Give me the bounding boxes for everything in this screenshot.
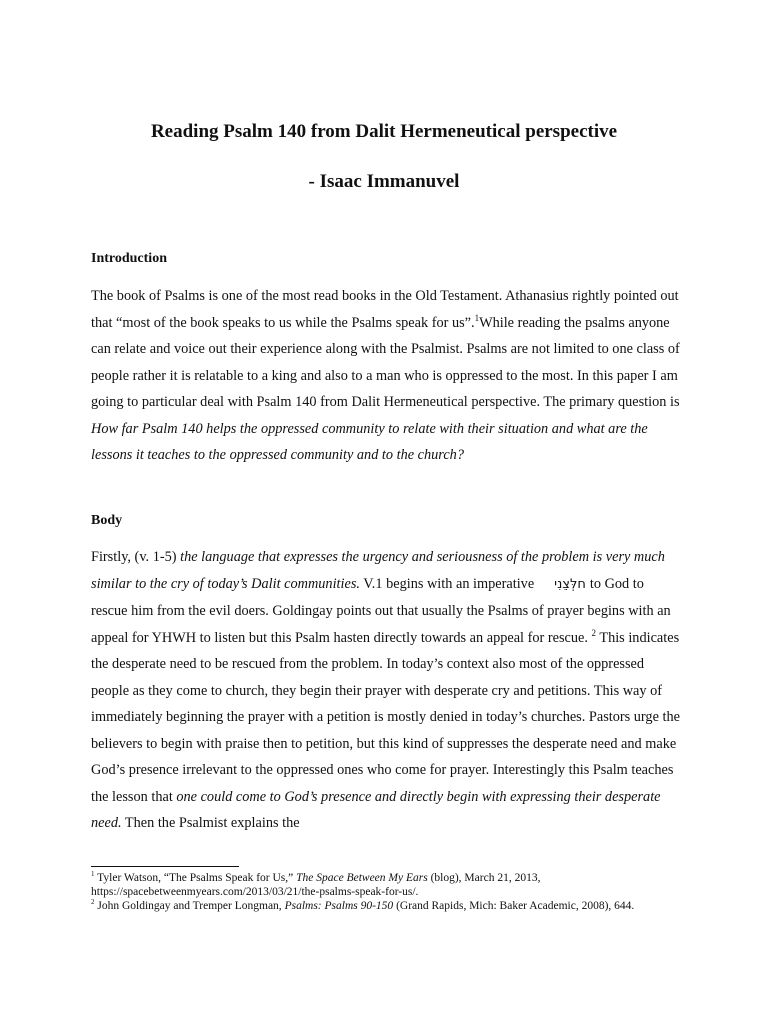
document-author: - Isaac Immanuvel xyxy=(308,171,460,192)
footnote-number: 2 xyxy=(91,898,95,907)
footnote-2 xyxy=(91,899,691,913)
body-italic-2: one could come to God’s presence and directly begin with expressing their desperate need. xyxy=(91,788,661,831)
hebrew-word: חלְּצֵנִי xyxy=(554,576,586,592)
footnote-number: 1 xyxy=(91,870,95,879)
body-text-2: V.1 begins with an imperative xyxy=(359,575,535,592)
footnote-italic: Psalms: Psalms 90-150 xyxy=(284,900,394,912)
document-title: Reading Psalm 140 from Dalit Hermeneutical perspective xyxy=(150,121,618,142)
intro-text-2: While reading the psalms anyone can relate and voice out their experience along with the Psalmist. Psalms are not limited to one class of people rather it is relatable to a king and also to a man who is oppressed to the most. In this paper I am going to particular deal with Psalm 140 from Dalit Hermeneutical perspective. The primary question is xyxy=(91,314,680,410)
body-text-4: This indicates the desperate need to be rescued from the problem. In today’s context also most of the oppressed people as they come to church, they begin their prayer with desperate cry and petitions. This way of immediately beginning the prayer with a petition is mostly denied in today’s churches. Pastors urge the believers to begin with praise then to petition, but this kind of suppresses the desperate need and make God’s presence irrelevant to the oppressed ones who come for prayer. Interestingly this Psalm teaches the lesson that xyxy=(91,629,680,805)
footnote-divider xyxy=(91,866,239,867)
body-text-5: Then the Psalmist explains the xyxy=(121,815,300,831)
footnote-ref-1[interactable]: 1 xyxy=(474,312,480,323)
footnote-text: Tyler Watson, “The Psalms Speak for Us,” xyxy=(94,872,297,884)
body-text-1: Firstly, (v. 1-5) xyxy=(91,549,181,565)
introduction-paragraph xyxy=(91,283,683,469)
section-heading-introduction: Introduction xyxy=(91,251,167,266)
footnotes xyxy=(91,871,691,913)
body-paragraph xyxy=(91,544,683,837)
footnote-italic: The Space Between My Ears xyxy=(296,872,428,884)
footnote-1 xyxy=(91,871,691,899)
intro-text-1: The book of Psalms is one of the most read books in the Old Testament. Athanasius rightly pointed out that “most of the book speaks to us while the Psalms speak for us”. xyxy=(91,288,679,331)
footnote-text-cont: (blog), March 21, 2013, https://spacebetweenmyears.com/2013/03/21/the-psalms-speak-for-us/. xyxy=(91,872,541,898)
section-heading-body: Body xyxy=(91,513,123,528)
body-italic-1: the language that expresses the urgency and seriousness of the problem is very much similar to the cry of today’s Dalit communities. xyxy=(91,549,665,592)
intro-question: How far Psalm 140 helps the oppressed community to relate with their situation and what are the lessons it teaches to the oppressed community and to the church? xyxy=(91,420,648,463)
footnote-ref-2[interactable]: 2 xyxy=(591,627,597,638)
body-text-3: to God to rescue him from the evil doers. Goldingay points out that usually the Psalms of prayer begins with an appeal for YHWH to listen but this Psalm hasten directly towards an appeal for rescue. xyxy=(91,575,671,646)
footnote-text-cont: (Grand Rapids, Mich: Baker Academic, 2008), 644. xyxy=(393,900,635,912)
footnote-text: John Goldingay and Tremper Longman, xyxy=(94,900,285,912)
